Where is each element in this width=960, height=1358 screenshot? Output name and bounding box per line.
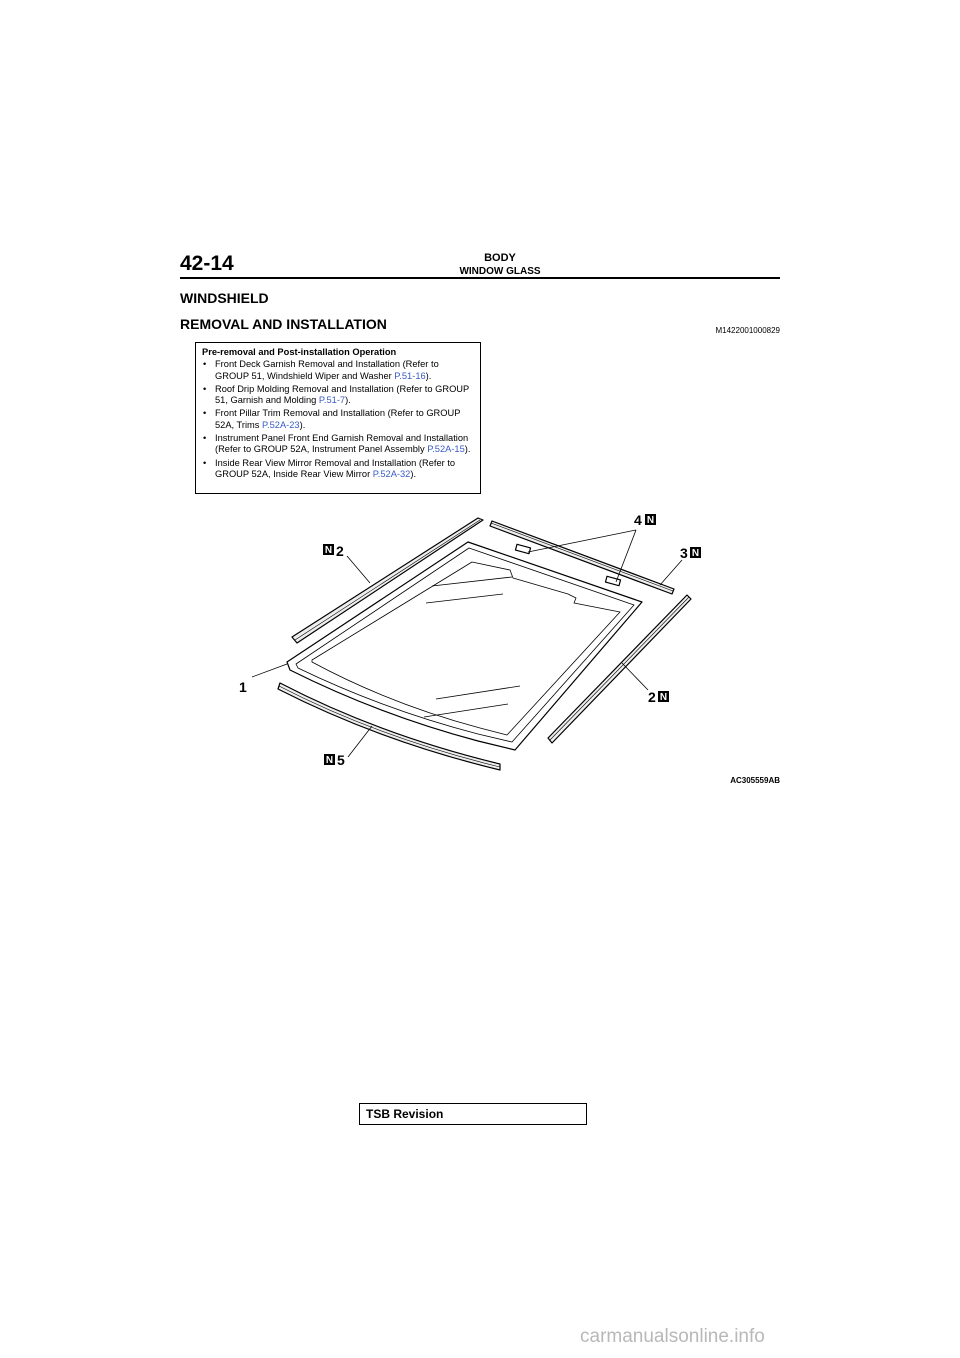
list-item xyxy=(202,408,474,431)
leader-line xyxy=(347,556,370,583)
callout-3: 3 xyxy=(680,545,688,561)
pre-removal-list xyxy=(202,359,474,480)
figure-code: AC305559AB xyxy=(730,776,780,785)
windshield-diagram xyxy=(220,505,780,795)
list-item-text: Front Pillar Trim Removal and Installation (Refer to GROUP 52A, Trims xyxy=(215,408,461,430)
new-part-badge-label: N xyxy=(325,755,334,766)
header-subsection: WINDOW GLASS xyxy=(459,266,541,277)
leader-line xyxy=(622,663,648,690)
callout-4: 4 xyxy=(634,512,642,528)
pre-removal-box xyxy=(195,342,481,494)
list-item-tail: ). xyxy=(345,395,351,406)
page-reference-link[interactable]: P.51-16 xyxy=(394,370,426,381)
page-reference-link[interactable]: P.52A-32 xyxy=(372,468,411,479)
subsection-title: REMOVAL AND INSTALLATION xyxy=(180,316,387,332)
list-item-text: Front Deck Garnish Removal and Installation (Refer to GROUP 51, Windshield Wiper and Washer xyxy=(215,359,439,381)
pre-removal-title: Pre-removal and Post-installation Operation xyxy=(202,347,397,357)
bullet-icon: • xyxy=(203,457,207,468)
list-item-tail: ). xyxy=(410,468,417,479)
page-number: 42-14 xyxy=(180,252,234,275)
list-item xyxy=(202,384,474,407)
new-part-badge-label: N xyxy=(691,548,700,559)
list-item xyxy=(202,359,474,382)
list-item-text: Inside Rear View Mirror Removal and Installation (Refer to GROUP 52A, Inside Rear View Mirror xyxy=(215,457,456,479)
page-reference-link[interactable]: P.52A-23 xyxy=(262,419,300,430)
watermark: carmanualsonline.info xyxy=(580,1326,765,1347)
bullet-icon: • xyxy=(203,383,207,394)
tsb-revision-label: TSB Revision xyxy=(366,1107,444,1121)
callout-2-left: 2 xyxy=(336,543,344,559)
new-part-badge-label: N xyxy=(324,545,333,556)
new-part-badge-label: N xyxy=(646,515,655,526)
leader-line xyxy=(660,560,682,585)
leader-line xyxy=(252,664,287,677)
list-item-tail: ). xyxy=(464,444,471,455)
bullet-icon: • xyxy=(203,408,207,419)
bullet-icon: • xyxy=(203,359,207,370)
new-part-badge-label: N xyxy=(659,692,668,703)
document-id: M1422001000829 xyxy=(715,326,780,335)
list-item-text: Roof Drip Molding Removal and Installation (Refer to GROUP 51, Garnish and Molding xyxy=(215,383,470,406)
callout-5: 5 xyxy=(337,752,345,768)
list-item xyxy=(202,458,474,481)
list-item-tail: ). xyxy=(299,419,306,430)
leader-line xyxy=(348,726,372,757)
spacer-clip xyxy=(605,576,620,585)
section-title: WINDSHIELD xyxy=(180,290,269,306)
page-reference-link[interactable]: P.52A-15 xyxy=(427,444,465,455)
bullet-icon: • xyxy=(203,433,207,444)
tsb-revision-box xyxy=(359,1103,587,1125)
page-reference-link[interactable]: P.51-7 xyxy=(318,395,346,406)
header-section: BODY xyxy=(484,252,516,264)
list-item-text: Instrument Panel Front End Garnish Removal and Installation (Refer to GROUP 52A, Instrument Panel Assembly xyxy=(215,433,469,455)
header-rule xyxy=(180,277,780,279)
callout-2-right: 2 xyxy=(648,689,656,705)
callout-1: 1 xyxy=(239,679,247,695)
list-item-tail: ). xyxy=(425,370,432,381)
list-item xyxy=(202,433,474,456)
